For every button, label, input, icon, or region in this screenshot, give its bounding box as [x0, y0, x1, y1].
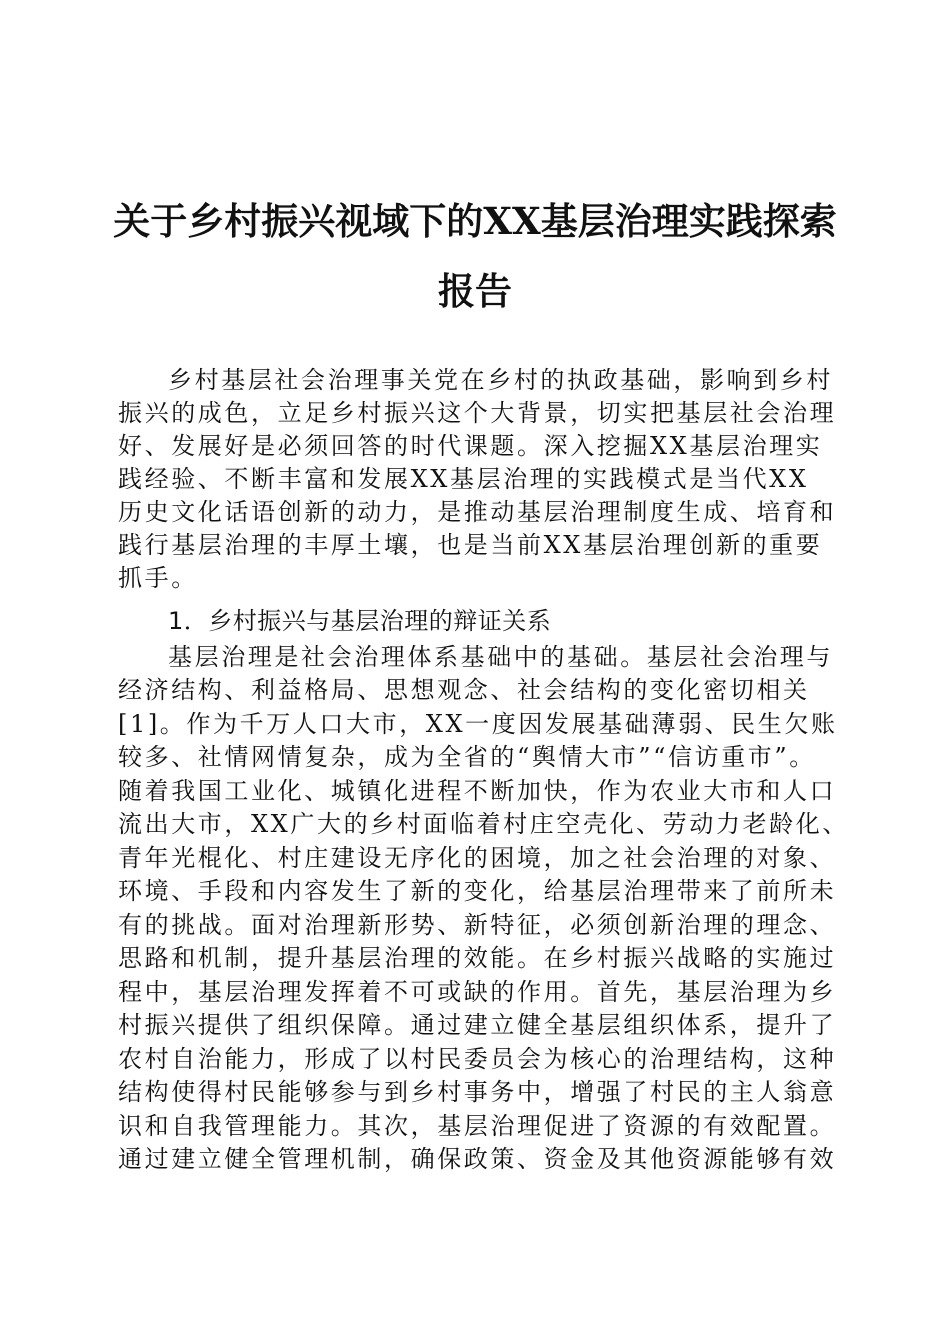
intro-line: 践行基层治理的丰厚土壤，也是当前XX基层治理创新的重要 — [118, 531, 823, 559]
body-line: 识和自我管理能力。其次，基层治理促进了资源的有效配置。 — [118, 1112, 837, 1140]
body-line: 程中，基层治理发挥着不可或缺的作用。首先，基层治理为乡 — [118, 978, 837, 1006]
body-line: 结构使得村民能够参与到乡村事务中，增强了村民的主人翁意 — [118, 1078, 837, 1106]
intro-line: 践经验、不断丰富和发展XX基层治理的实践模式是当代XX — [118, 465, 809, 493]
body-line: 较多、社情网情复杂，成为全省的“舆情大市”“信访重市”。 — [118, 743, 816, 771]
body-line: 基层治理是社会治理体系基础中的基础。基层社会治理与 — [168, 643, 833, 671]
body-line: 通过建立健全管理机制，确保政策、资金及其他资源能够有效 — [118, 1145, 837, 1173]
body-line: 村振兴提供了组织保障。通过建立健全基层组织体系，提升了 — [118, 1011, 837, 1039]
body-line: 经济结构、利益格局、思想观念、社会结构的变化密切相关 — [118, 676, 810, 704]
intro-line: 振兴的成色，立足乡村振兴这个大背景，切实把基层社会治理 — [118, 399, 837, 427]
intro-line: 抓手。 — [118, 564, 198, 592]
body-line: 思路和机制，提升基层治理的效能。在乡村振兴战略的实施过 — [118, 944, 837, 972]
intro-line: 乡村基层社会治理事关党在乡村的执政基础，影响到乡村 — [168, 366, 833, 394]
document-title-line-1: 关于乡村振兴视域下的XX基层治理实践探索 — [113, 199, 837, 243]
intro-line: 历史文化话语创新的动力，是推动基层治理制度生成、培育和 — [118, 498, 837, 526]
section-1-heading: 1．乡村振兴与基层治理的辩证关系 — [168, 607, 552, 635]
document-title-line-2: 报告 — [438, 269, 512, 313]
body-line: 流出大市，XX广大的乡村面临着村庄空壳化、劳动力老龄化、 — [118, 810, 849, 838]
body-line: 有的挑战。面对治理新形势、新特征，必须创新治理的理念、 — [118, 911, 837, 939]
body-line: 随着我国工业化、城镇化进程不断加快，作为农业大市和人口 — [118, 777, 837, 805]
intro-line: 好、发展好是必须回答的时代课题。深入挖掘XX基层治理实 — [118, 432, 823, 460]
body-line: 青年光棍化、村庄建设无序化的困境，加之社会治理的对象、 — [118, 844, 837, 872]
body-line: [1]。作为千万人口大市，XX一度因发展基础薄弱、民生欠账 — [118, 710, 838, 738]
body-line: 农村自治能力，形成了以村民委员会为核心的治理结构，这种 — [118, 1045, 837, 1073]
body-line: 环境、手段和内容发生了新的变化，给基层治理带来了前所未 — [118, 877, 837, 905]
